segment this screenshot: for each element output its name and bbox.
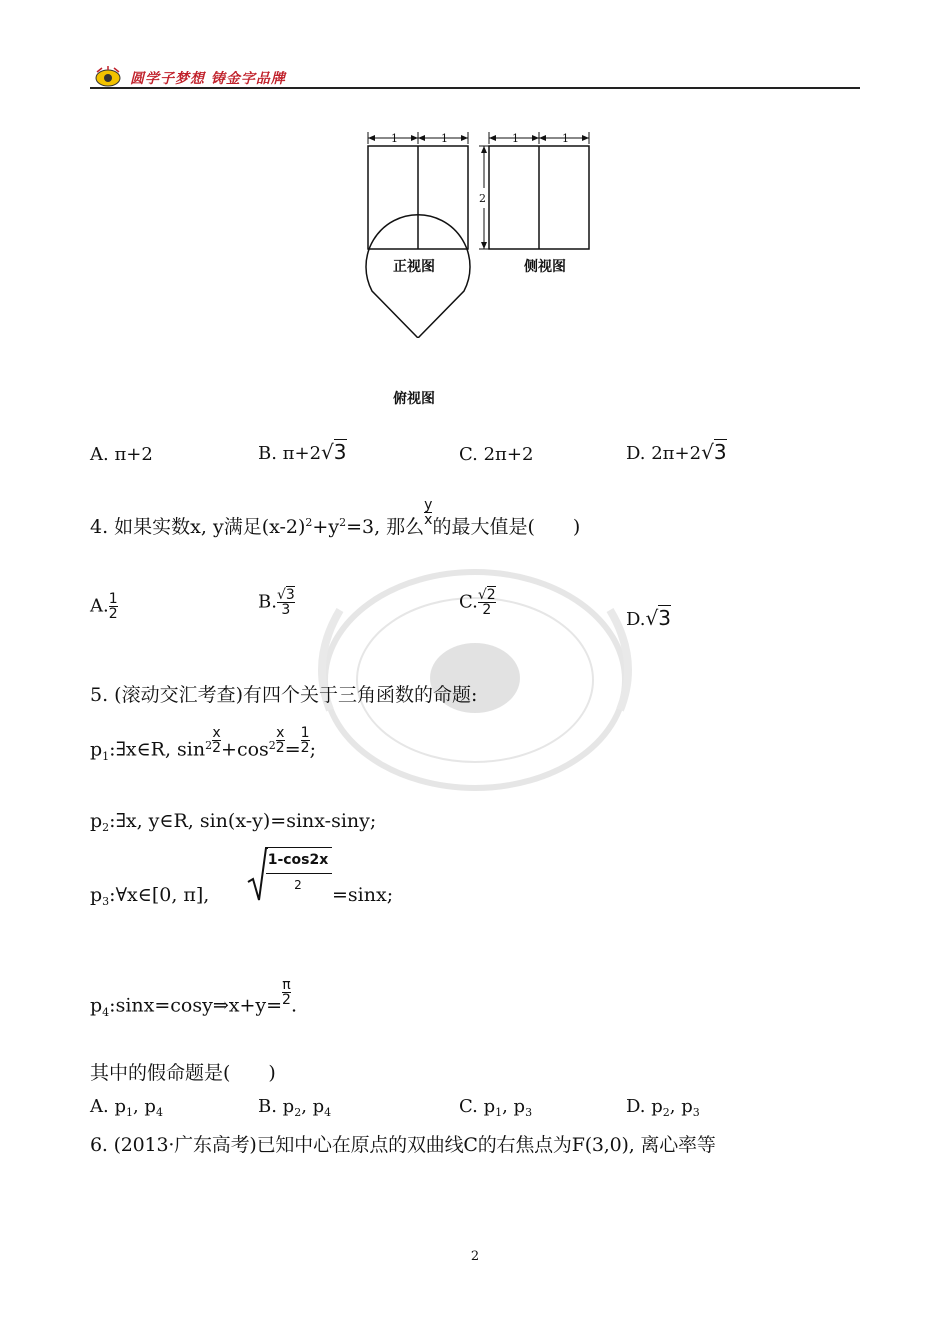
q3-option-a: A. π+2 [90,444,153,465]
header-rule [90,87,860,89]
dim-label-1: 1 [391,132,398,145]
q5-p1: $p_1:\exists x\in R$, $\sin^2$ $\frac{x}{2}$ $+\cos^2$ $\frac{x}{2}$ = $\frac{1}{2}$ ; [90,725,316,763]
q5-stem: 5. (滚动交汇考查)有四个关于三角函数的命题: [90,684,478,706]
q3-option-c: C. 2π+2 [459,444,534,465]
q5-p3: $p_3:\forall x\in[0$, π], [90,884,210,908]
dim-label-1: 1 [562,132,569,145]
q4-option-a: A. $\frac{1}{2}$ [90,591,118,622]
q5-option-a: A. $p_1$, $p_4$ [90,1096,163,1119]
q5-option-d: D. $p_2$, $p_3$ [626,1096,700,1119]
front-view-label: 正视图 [393,259,435,275]
q4-option-c: C. $\frac{√2}{2}$ [459,587,496,618]
side-view-label: 侧视图 [524,259,566,275]
dim-label-1: 1 [512,132,519,145]
logo-icon [94,66,122,88]
dim-label-1: 1 [441,132,448,145]
page-number: 2 [470,1249,480,1264]
header-slogan: 圆学子梦想 铸金字品牌 [130,71,286,87]
q5-option-c: C. $p_1$, $p_3$ [459,1096,533,1119]
q5-p4: $p_4:\sin x=\cos y\Rightarrow x+y=$ $\frac{\pi}{2}$ . [90,977,298,1019]
q4-option-b: B. $\frac{√3}{3}$ [258,587,295,618]
q5-option-b: B. $p_2$, $p_4$ [258,1096,332,1119]
q4-stem: 4. 如果实数x, y满足$(x-2)^2+y^2=3$, 那么 $\frac{y}{x}$ 的最大值是( ) [90,496,581,538]
q4-option-d: D.√3 [626,606,671,630]
q5-question: 其中的假命题是( ) [90,1062,276,1084]
q5-p3-radical: 1-cos2x 2 [246,846,332,904]
q3-option-b: B. π+2√3 [258,440,347,464]
q5-p3-end: =sinx; [332,884,394,906]
q3-option-d: D. 2π+2√3 [626,440,727,464]
q6-stem: 6. (2013·广东高考)已知中心在原点的双曲线C的右焦点为F(3,0), 离心率等 [90,1134,716,1156]
dim-label-2: 2 [479,192,486,205]
top-view-label: 俯视图 [393,391,435,407]
q5-p2: $p_2:\exists x$, y∈R, sin(x-y)=sinx-siny; [90,810,377,834]
three-view-figure [360,128,600,338]
